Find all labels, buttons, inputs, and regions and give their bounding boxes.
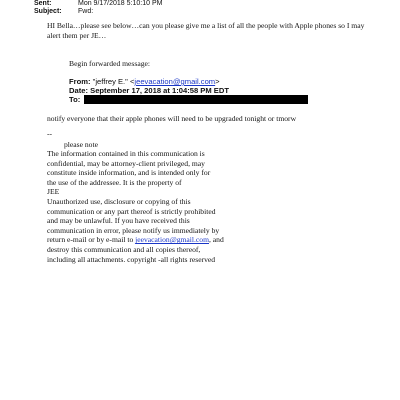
subject-row bbox=[34, 8, 93, 16]
subject-label: Subject: bbox=[34, 8, 62, 15]
signature-separator: -- bbox=[47, 129, 53, 138]
please-note-label: please note bbox=[64, 140, 98, 149]
return-suffix: , and bbox=[208, 235, 224, 245]
disclaimer-line: communication or any part thereof is strictly prohibited bbox=[47, 206, 216, 216]
from-label: From: bbox=[69, 77, 91, 86]
from-name: "jeffrey E." < bbox=[92, 77, 135, 86]
date-value: September 17, 2018 at 1:04:58 PM EDT bbox=[90, 86, 229, 95]
sent-row bbox=[34, 0, 162, 8]
disclaimer-line: the use of the addressee. It is the property of bbox=[47, 177, 182, 187]
forwarded-date-row bbox=[69, 86, 308, 95]
sent-label: Sent: bbox=[34, 0, 52, 7]
greeting-paragraph: HI Bella…please see below…can you please give me a list of all the people with Apple phones so I may alert them per JE… bbox=[47, 21, 365, 40]
from-close: > bbox=[215, 77, 220, 86]
disclaimer-line: communication in error, please notify us immediately by bbox=[47, 225, 220, 235]
disclaimer-line: JEE bbox=[47, 187, 60, 197]
disclaimer-return-line bbox=[47, 235, 287, 245]
disclaimer-line: destroy this communication and all copies thereof, bbox=[47, 244, 201, 254]
subject-value: Fwd: bbox=[78, 8, 94, 15]
disclaimer-block bbox=[47, 149, 287, 264]
forwarded-header bbox=[69, 77, 308, 104]
notify-line: notify everyone that their apple phones will need to be upgraded tonight or tmorw bbox=[47, 114, 297, 123]
sent-value: Mon 9/17/2018 5:10:10 PM bbox=[78, 0, 163, 7]
forwarded-from-row bbox=[69, 77, 308, 86]
redaction-bar bbox=[84, 95, 308, 104]
return-email-link[interactable]: jeevacation@gmail.com bbox=[135, 235, 209, 245]
disclaimer-line: including all attachments. copyright -all rights reserved bbox=[47, 254, 216, 264]
return-prefix: return e-mail or by e-mail to bbox=[47, 235, 136, 245]
disclaimer-line: Unauthorized use, disclosure or copying of this bbox=[47, 196, 191, 206]
begin-forwarded-label: Begin forwarded message: bbox=[69, 59, 150, 68]
disclaimer-line: constitute inside information, and is intended only for bbox=[47, 168, 211, 178]
disclaimer-line: and may be unlawful. If you have received this bbox=[47, 216, 190, 226]
from-email-link[interactable]: jeevacation@gmail.com bbox=[134, 77, 216, 86]
date-label: Date: bbox=[69, 86, 88, 95]
to-label: To: bbox=[69, 95, 81, 104]
disclaimer-line: The information contained in this communication is bbox=[47, 149, 205, 158]
forwarded-to-row bbox=[69, 95, 308, 104]
disclaimer-line: confidential, may be attorney-client privileged, may bbox=[47, 158, 205, 168]
